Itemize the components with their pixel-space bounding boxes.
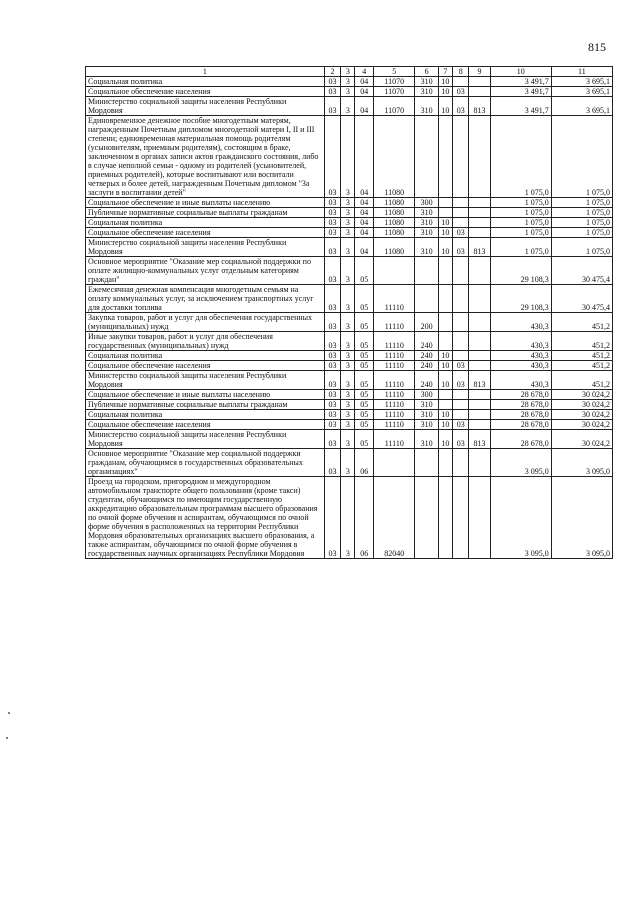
code-cell: 3 [341, 285, 355, 313]
code-cell [415, 257, 439, 285]
table-row [86, 116, 613, 198]
column-header: 11 [551, 67, 612, 77]
code-cell: 3 [341, 351, 355, 361]
code-cell [452, 332, 468, 351]
code-cell: 05 [355, 430, 374, 449]
amount-cell: 3 491,7 [490, 87, 551, 97]
column-header: 1 [86, 67, 325, 77]
code-cell [452, 208, 468, 218]
code-cell: 03 [324, 430, 340, 449]
amount-cell: 451,2 [551, 351, 612, 361]
code-cell [438, 449, 452, 477]
code-cell [415, 285, 439, 313]
item-name-cell: Закупка товаров, работ и услуг для обеспечения государственных (муниципальных) нужд [86, 313, 325, 332]
code-cell: 03 [324, 371, 340, 390]
code-cell: 05 [355, 285, 374, 313]
code-cell: 3 [341, 371, 355, 390]
code-cell: 03 [324, 400, 340, 410]
code-cell [438, 390, 452, 400]
amount-cell: 3 491,7 [490, 77, 551, 87]
code-cell: 11110 [374, 313, 415, 332]
amount-cell: 28 678,0 [490, 430, 551, 449]
code-cell: 04 [355, 228, 374, 238]
code-cell [438, 257, 452, 285]
item-name-cell: Социальное обеспечение населения [86, 361, 325, 371]
code-cell: 03 [452, 430, 468, 449]
code-cell: 82040 [374, 477, 415, 559]
table-row [86, 449, 613, 477]
code-cell [438, 208, 452, 218]
column-header: 2 [324, 67, 340, 77]
code-cell: 310 [415, 420, 439, 430]
code-cell [469, 87, 490, 97]
table-row [86, 430, 613, 449]
code-cell: 03 [324, 313, 340, 332]
code-cell: 03 [324, 420, 340, 430]
amount-cell: 3 695,1 [551, 77, 612, 87]
amount-cell: 430,3 [490, 371, 551, 390]
code-cell [469, 410, 490, 420]
code-cell [452, 116, 468, 198]
amount-cell: 3 695,1 [551, 97, 612, 116]
item-name-cell: Социальное обеспечение населения [86, 420, 325, 430]
amount-cell: 28 678,0 [490, 390, 551, 400]
table-row [86, 351, 613, 361]
table-row [86, 420, 613, 430]
item-name-cell: Иные закупки товаров, работ и услуг для обеспечения государственных (муниципальных) нужд [86, 332, 325, 351]
code-cell: 10 [438, 77, 452, 87]
amount-cell: 451,2 [551, 361, 612, 371]
table-row [86, 208, 613, 218]
code-cell: 11110 [374, 390, 415, 400]
code-cell: 11080 [374, 208, 415, 218]
table-row [86, 238, 613, 257]
code-cell: 04 [355, 87, 374, 97]
code-cell: 813 [469, 97, 490, 116]
code-cell: 3 [341, 430, 355, 449]
code-cell: 03 [324, 77, 340, 87]
code-cell [452, 351, 468, 361]
code-cell: 11070 [374, 87, 415, 97]
code-cell: 10 [438, 430, 452, 449]
code-cell: 03 [324, 228, 340, 238]
code-cell [469, 361, 490, 371]
code-cell: 3 [341, 400, 355, 410]
code-cell [438, 116, 452, 198]
code-cell: 813 [469, 371, 490, 390]
amount-cell: 28 678,0 [490, 420, 551, 430]
code-cell: 03 [452, 361, 468, 371]
scan-speck [8, 712, 10, 714]
amount-cell: 430,3 [490, 351, 551, 361]
code-cell: 05 [355, 361, 374, 371]
code-cell: 3 [341, 228, 355, 238]
code-cell [452, 410, 468, 420]
code-cell: 813 [469, 430, 490, 449]
code-cell: 11110 [374, 420, 415, 430]
item-name-cell: Социальная политика [86, 218, 325, 228]
code-cell: 11070 [374, 97, 415, 116]
code-cell: 3 [341, 449, 355, 477]
code-cell: 3 [341, 87, 355, 97]
amount-cell: 29 108,3 [490, 257, 551, 285]
code-cell: 310 [415, 77, 439, 87]
table-row [86, 257, 613, 285]
code-cell: 04 [355, 198, 374, 208]
code-cell [374, 449, 415, 477]
code-cell: 03 [324, 198, 340, 208]
amount-cell: 30 475,4 [551, 285, 612, 313]
amount-cell: 28 678,0 [490, 400, 551, 410]
code-cell: 10 [438, 361, 452, 371]
code-cell: 310 [415, 208, 439, 218]
code-cell: 310 [415, 228, 439, 238]
amount-cell: 1 075,0 [490, 116, 551, 198]
code-cell: 04 [355, 238, 374, 257]
code-cell: 10 [438, 410, 452, 420]
amount-cell: 1 075,0 [490, 198, 551, 208]
code-cell: 03 [324, 208, 340, 218]
code-cell: 3 [341, 208, 355, 218]
code-cell: 240 [415, 371, 439, 390]
amount-cell: 430,3 [490, 361, 551, 371]
code-cell: 10 [438, 371, 452, 390]
amount-cell: 30 024,2 [551, 420, 612, 430]
code-cell: 300 [415, 198, 439, 208]
code-cell: 03 [324, 218, 340, 228]
amount-cell: 451,2 [551, 371, 612, 390]
code-cell [469, 218, 490, 228]
code-cell: 05 [355, 313, 374, 332]
code-cell [452, 218, 468, 228]
code-cell [374, 257, 415, 285]
code-cell [469, 228, 490, 238]
table-row [86, 77, 613, 87]
table-row [86, 198, 613, 208]
code-cell: 03 [324, 390, 340, 400]
code-cell [452, 198, 468, 208]
code-cell: 10 [438, 238, 452, 257]
code-cell: 10 [438, 97, 452, 116]
code-cell: 11080 [374, 218, 415, 228]
code-cell [452, 390, 468, 400]
code-cell: 310 [415, 97, 439, 116]
budget-table [85, 66, 613, 559]
amount-cell: 1 075,0 [490, 238, 551, 257]
code-cell: 11110 [374, 351, 415, 361]
code-cell [415, 477, 439, 559]
table-row [86, 285, 613, 313]
code-cell: 310 [415, 238, 439, 257]
code-cell [469, 257, 490, 285]
code-cell: 310 [415, 400, 439, 410]
item-name-cell: Социальное обеспечение и иные выплаты населению [86, 390, 325, 400]
code-cell: 3 [341, 77, 355, 87]
code-cell [452, 477, 468, 559]
code-cell [438, 313, 452, 332]
code-cell: 05 [355, 332, 374, 351]
code-cell [469, 77, 490, 87]
code-cell [438, 285, 452, 313]
item-name-cell: Социальная политика [86, 351, 325, 361]
code-cell: 3 [341, 420, 355, 430]
code-cell: 11110 [374, 371, 415, 390]
column-header: 6 [415, 67, 439, 77]
code-cell: 03 [324, 410, 340, 420]
column-header: 3 [341, 67, 355, 77]
amount-cell: 1 075,0 [551, 218, 612, 228]
item-name-cell: Социальное обеспечение населения [86, 228, 325, 238]
code-cell [452, 313, 468, 332]
code-cell: 03 [324, 477, 340, 559]
code-cell: 10 [438, 87, 452, 97]
item-name-cell: Основное мероприятие "Оказание мер социальной поддержки по оплате жилищно-коммунальных услуг отдельным категориям граждан" [86, 257, 325, 285]
code-cell: 10 [438, 420, 452, 430]
column-header: 4 [355, 67, 374, 77]
code-cell: 11080 [374, 116, 415, 198]
code-cell: 11110 [374, 430, 415, 449]
amount-cell: 3 491,7 [490, 97, 551, 116]
code-cell: 03 [324, 449, 340, 477]
code-cell: 03 [452, 371, 468, 390]
code-cell: 03 [324, 97, 340, 116]
table-row [86, 410, 613, 420]
table-row [86, 87, 613, 97]
code-cell [469, 420, 490, 430]
code-cell [469, 449, 490, 477]
code-cell: 310 [415, 218, 439, 228]
item-name-cell: Проезд на городском, пригородном и междугородном автомобильном транспорте общего пользования (кроме такси) студентам, обучающимся по имеющим государственную аккредитацию образовательным программам высшего образования по очной форме обучения и аспирантам, обучающимся по очной форме обучения в расположенных на территории Республики Мордовия образовательных организациях высшего образования, а также аспирантам, обучающимся по очной форме обучения в государственных научных организациях Республики Мордовия [86, 477, 325, 559]
column-header: 7 [438, 67, 452, 77]
code-cell: 3 [341, 257, 355, 285]
code-cell: 11080 [374, 198, 415, 208]
code-cell [438, 400, 452, 410]
code-cell: 3 [341, 332, 355, 351]
code-cell: 240 [415, 351, 439, 361]
amount-cell: 3 095,0 [551, 477, 612, 559]
amount-cell: 30 475,4 [551, 257, 612, 285]
item-name-cell: Министерство социальной защиты населения Республики Мордовия [86, 371, 325, 390]
code-cell [438, 198, 452, 208]
item-name-cell: Единовременное денежное пособие многодетным матерям, награжденным Почетным дипломом многодетной матери I, II и III степени; единовременная материальная помощь родителям (усыновителям, приемным родителям), состоящим в браке, заключенном в органах записи актов гражданского состояния, либо в случае неполной семьи - одному из родителей (усыновителей, приемных родителей), которые воспитывают или воспитали четверых и более детей, награжденным Почетным дипломом "За заслуги в воспитании детей" [86, 116, 325, 198]
code-cell: 11080 [374, 238, 415, 257]
code-cell: 310 [415, 410, 439, 420]
table-row [86, 400, 613, 410]
amount-cell: 1 075,0 [551, 208, 612, 218]
column-header: 8 [452, 67, 468, 77]
code-cell: 10 [438, 228, 452, 238]
code-cell: 03 [324, 238, 340, 257]
table-body [86, 77, 613, 559]
code-cell: 03 [324, 87, 340, 97]
code-cell [452, 400, 468, 410]
table-row [86, 228, 613, 238]
code-cell: 3 [341, 97, 355, 116]
code-cell [469, 313, 490, 332]
code-cell: 05 [355, 420, 374, 430]
code-cell: 03 [452, 420, 468, 430]
code-cell [452, 285, 468, 313]
code-cell [469, 400, 490, 410]
code-cell: 3 [341, 390, 355, 400]
code-cell: 310 [415, 87, 439, 97]
code-cell: 06 [355, 477, 374, 559]
table-row [86, 218, 613, 228]
code-cell: 3 [341, 477, 355, 559]
amount-cell: 1 075,0 [490, 228, 551, 238]
code-cell [469, 477, 490, 559]
amount-cell: 451,2 [551, 332, 612, 351]
column-header: 10 [490, 67, 551, 77]
amount-cell: 1 075,0 [551, 116, 612, 198]
amount-cell: 30 024,2 [551, 430, 612, 449]
code-cell: 03 [324, 116, 340, 198]
item-name-cell: Основное мероприятие "Оказание мер социальной поддержки гражданам, обучающимся в государственных образовательных организациях" [86, 449, 325, 477]
item-name-cell: Ежемесячная денежная компенсация многодетным семьям на оплату коммунальных услуг, за исключением транспортных услуг для доставки топлива [86, 285, 325, 313]
code-cell: 11110 [374, 361, 415, 371]
code-cell [469, 285, 490, 313]
code-cell [452, 257, 468, 285]
code-cell: 10 [438, 351, 452, 361]
amount-cell: 30 024,2 [551, 410, 612, 420]
code-cell: 05 [355, 400, 374, 410]
code-cell [469, 351, 490, 361]
code-cell: 11080 [374, 228, 415, 238]
table-row [86, 97, 613, 116]
item-name-cell: Публичные нормативные социальные выплаты гражданам [86, 208, 325, 218]
amount-cell: 451,2 [551, 313, 612, 332]
code-cell: 3 [341, 218, 355, 228]
amount-cell: 1 075,0 [490, 208, 551, 218]
amount-cell: 3 095,0 [490, 449, 551, 477]
code-cell: 04 [355, 116, 374, 198]
code-cell: 240 [415, 332, 439, 351]
table-row [86, 313, 613, 332]
code-cell [415, 449, 439, 477]
amount-cell: 30 024,2 [551, 400, 612, 410]
code-cell: 11110 [374, 410, 415, 420]
column-header: 5 [374, 67, 415, 77]
code-cell: 03 [324, 332, 340, 351]
code-cell: 05 [355, 371, 374, 390]
code-cell [438, 332, 452, 351]
item-name-cell: Публичные нормативные социальные выплаты гражданам [86, 400, 325, 410]
code-cell: 300 [415, 390, 439, 400]
code-cell: 813 [469, 238, 490, 257]
item-name-cell: Министерство социальной защиты населения Республики Мордовия [86, 238, 325, 257]
amount-cell: 3 095,0 [551, 449, 612, 477]
code-cell: 3 [341, 238, 355, 257]
code-cell: 04 [355, 208, 374, 218]
code-cell: 11110 [374, 332, 415, 351]
code-cell: 3 [341, 410, 355, 420]
code-cell [438, 477, 452, 559]
table-row [86, 371, 613, 390]
code-cell [452, 449, 468, 477]
code-cell: 11070 [374, 77, 415, 87]
amount-cell: 28 678,0 [490, 410, 551, 420]
code-cell [469, 198, 490, 208]
code-cell: 10 [438, 218, 452, 228]
code-cell [469, 332, 490, 351]
code-cell: 03 [452, 228, 468, 238]
code-cell [415, 116, 439, 198]
amount-cell: 1 075,0 [551, 198, 612, 208]
code-cell: 03 [324, 351, 340, 361]
code-cell: 3 [341, 313, 355, 332]
code-cell: 06 [355, 449, 374, 477]
code-cell: 3 [341, 116, 355, 198]
code-cell: 11110 [374, 400, 415, 410]
code-cell: 03 [324, 361, 340, 371]
amount-cell: 1 075,0 [551, 228, 612, 238]
code-cell: 240 [415, 361, 439, 371]
amount-cell: 430,3 [490, 332, 551, 351]
code-cell: 05 [355, 410, 374, 420]
code-cell: 03 [324, 257, 340, 285]
item-name-cell: Социальное обеспечение населения [86, 87, 325, 97]
amount-cell: 3 095,0 [490, 477, 551, 559]
page-number: 815 [588, 40, 606, 54]
amount-cell: 30 024,2 [551, 390, 612, 400]
scan-speck [6, 737, 8, 739]
code-cell: 310 [415, 430, 439, 449]
item-name-cell: Социальное обеспечение и иные выплаты населению [86, 198, 325, 208]
column-header: 9 [469, 67, 490, 77]
code-cell: 04 [355, 77, 374, 87]
header-row [86, 67, 613, 77]
code-cell: 05 [355, 390, 374, 400]
code-cell: 05 [355, 257, 374, 285]
item-name-cell: Министерство социальной защиты населения Республики Мордовия [86, 97, 325, 116]
item-name-cell: Социальная политика [86, 410, 325, 420]
table-row [86, 390, 613, 400]
code-cell [469, 390, 490, 400]
code-cell: 3 [341, 361, 355, 371]
code-cell: 04 [355, 97, 374, 116]
amount-cell: 430,3 [490, 313, 551, 332]
code-cell [469, 116, 490, 198]
code-cell: 03 [324, 285, 340, 313]
code-cell [469, 208, 490, 218]
item-name-cell: Социальная политика [86, 77, 325, 87]
code-cell: 04 [355, 218, 374, 228]
code-cell: 11110 [374, 285, 415, 313]
code-cell: 03 [452, 97, 468, 116]
amount-cell: 29 108,3 [490, 285, 551, 313]
code-cell: 200 [415, 313, 439, 332]
table-row [86, 477, 613, 559]
table-row [86, 332, 613, 351]
code-cell: 03 [452, 87, 468, 97]
table-row [86, 361, 613, 371]
item-name-cell: Министерство социальной защиты населения Республики Мордовия [86, 430, 325, 449]
code-cell: 3 [341, 198, 355, 208]
amount-cell: 1 075,0 [490, 218, 551, 228]
code-cell: 05 [355, 351, 374, 361]
amount-cell: 1 075,0 [551, 238, 612, 257]
code-cell: 03 [452, 238, 468, 257]
amount-cell: 3 695,1 [551, 87, 612, 97]
code-cell [452, 77, 468, 87]
